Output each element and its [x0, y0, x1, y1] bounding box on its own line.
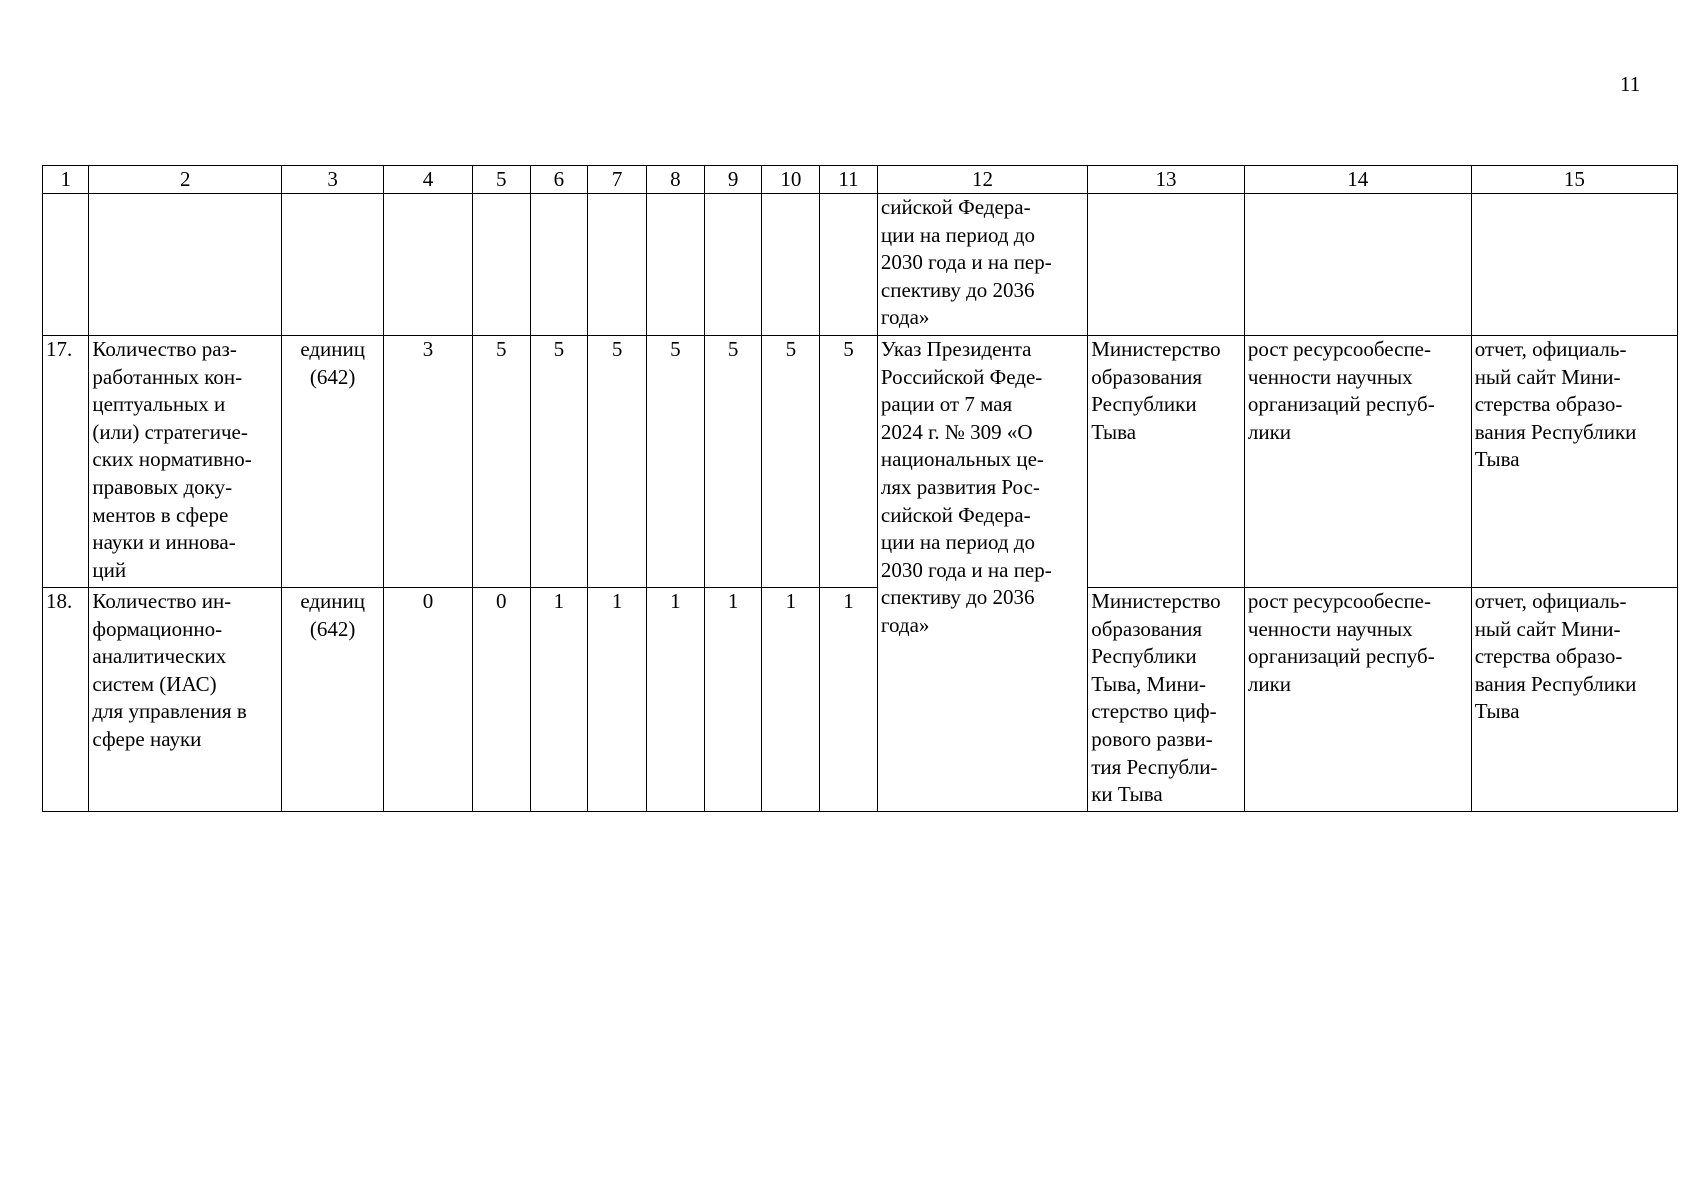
- text-line: рации от 7 мая: [880, 392, 1013, 417]
- text-line: ченности научных: [1247, 616, 1413, 641]
- text-line: стерство циф-: [1091, 699, 1217, 724]
- text-line: ции на период до: [880, 530, 1035, 555]
- text-line: (642): [309, 616, 356, 641]
- empty-cell: [1471, 194, 1677, 336]
- text-line: Тыва: [1091, 419, 1137, 444]
- empty-cell: [43, 194, 89, 336]
- empty-cell: [762, 194, 820, 336]
- header-cell: 7: [588, 166, 647, 194]
- text-line: Количество ин-: [92, 589, 232, 613]
- value-cell: 5: [588, 336, 647, 588]
- indicator-name: [89, 336, 282, 588]
- empty-cell: [704, 194, 762, 336]
- value-cell: 3: [384, 336, 473, 588]
- value-cell: 1: [704, 588, 762, 812]
- text-line: Республики: [1091, 392, 1197, 417]
- text-line: вания Республики: [1474, 419, 1637, 444]
- header-cell: 1: [43, 166, 89, 194]
- text-line: спективу до 2036: [880, 585, 1035, 610]
- source-cell: [1471, 336, 1677, 588]
- result-cell: [1244, 588, 1471, 812]
- text-line: ный сайт Мини-: [1474, 364, 1621, 389]
- value-cell: 5: [647, 336, 705, 588]
- header-cell: 2: [89, 166, 282, 194]
- text-line: для управления в: [92, 699, 247, 724]
- table-row-17: [43, 336, 1678, 588]
- header-cell: 5: [472, 166, 530, 194]
- value-cell: 5: [704, 336, 762, 588]
- empty-cell: [282, 194, 384, 336]
- header-cell: 8: [647, 166, 705, 194]
- text-line: единиц: [300, 589, 365, 613]
- continuation-row: [43, 194, 1678, 336]
- text-line: Тыва: [1474, 447, 1520, 472]
- text-line: лики: [1247, 671, 1292, 696]
- value-cell: 1: [647, 588, 705, 812]
- unit-cell: [282, 588, 384, 812]
- source-cell: [1471, 588, 1677, 812]
- page-number: 11: [1620, 72, 1641, 96]
- text-line: лях развития Рос-: [880, 474, 1040, 499]
- text-line: ских нормативно-: [92, 447, 252, 472]
- value-cell: 5: [762, 336, 820, 588]
- value-cell: 5: [530, 336, 588, 588]
- empty-cell: [384, 194, 473, 336]
- text-line: национальных це-: [880, 447, 1044, 472]
- value-cell: 0: [384, 588, 473, 812]
- basis-document: [877, 336, 1087, 812]
- header-cell: 6: [530, 166, 588, 194]
- value-cell: 1: [820, 588, 878, 812]
- text-line: рост ресурсообеспе-: [1247, 337, 1431, 361]
- text-line: сфере науки: [92, 726, 202, 751]
- text-line: ченности научных: [1247, 364, 1413, 389]
- empty-cell: [472, 194, 530, 336]
- text-line: Тыва, Мини-: [1091, 671, 1206, 696]
- text-line: образования: [1091, 616, 1202, 641]
- header-cell: 11: [820, 166, 878, 194]
- empty-cell: [1244, 194, 1471, 336]
- text-line: науки и иннова-: [92, 530, 236, 555]
- empty-cell: [1088, 194, 1245, 336]
- header-cell: 13: [1088, 166, 1245, 194]
- header-row: [43, 166, 1678, 194]
- text-line: ный сайт Мини-: [1474, 616, 1621, 641]
- text-line: рового разви-: [1091, 726, 1213, 751]
- text-line: образования: [1091, 364, 1202, 389]
- value-cell: 5: [472, 336, 530, 588]
- text-line: организаций респуб-: [1247, 644, 1435, 669]
- value-cell: 5: [820, 336, 878, 588]
- text-line: Министерство: [1091, 589, 1221, 613]
- text-line: сийской Федера-: [880, 502, 1031, 527]
- text-line: систем (ИАС): [92, 671, 217, 696]
- text-line: Указ Президента: [880, 337, 1032, 361]
- text-line: тия Республи-: [1091, 754, 1218, 779]
- value-cell: 1: [530, 588, 588, 812]
- text-line: рост ресурсообеспе-: [1247, 589, 1431, 613]
- value-cell: 0: [472, 588, 530, 812]
- text-line: (или) стратегиче-: [92, 419, 248, 444]
- text-line: цептуальных и: [92, 392, 226, 417]
- table-row-18: [43, 588, 1678, 812]
- indicator-name: [89, 588, 282, 812]
- header-cell: 4: [384, 166, 473, 194]
- text-line: отчет, официаль-: [1474, 337, 1627, 361]
- text-line: Тыва: [1474, 699, 1520, 724]
- text-line: (642): [309, 364, 356, 389]
- header-cell: 10: [762, 166, 820, 194]
- text-line: лики: [1247, 419, 1292, 444]
- value-cell: 1: [588, 588, 647, 812]
- result-cell: [1244, 336, 1471, 588]
- empty-cell: [820, 194, 878, 336]
- header-cell: 15: [1471, 166, 1677, 194]
- row-number: 17.: [43, 336, 89, 588]
- unit-cell: [282, 336, 384, 588]
- text-line: Республики: [1091, 644, 1197, 669]
- basis-document-continuation: [877, 194, 1087, 336]
- text-line: ментов в сфере: [92, 502, 229, 527]
- empty-cell: [588, 194, 647, 336]
- value-cell: 1: [762, 588, 820, 812]
- text-line: работанных кон-: [92, 364, 243, 389]
- text-line: спективу до 2036: [880, 277, 1035, 302]
- text-line: Количество раз-: [92, 337, 237, 361]
- indicators-table: [42, 165, 1678, 812]
- text-line: организаций респуб-: [1247, 392, 1435, 417]
- header-cell: 12: [877, 166, 1087, 194]
- text-line: 2030 года и на пер-: [880, 250, 1052, 275]
- responsible-cell: [1088, 588, 1245, 812]
- header-cell: 9: [704, 166, 762, 194]
- text-line: стерства образо-: [1474, 392, 1623, 417]
- text-line: стерства образо-: [1474, 644, 1623, 669]
- header-cell: 3: [282, 166, 384, 194]
- text-line: 2030 года и на пер-: [880, 557, 1052, 582]
- text-line: Министерство: [1091, 337, 1221, 361]
- text-line: сийской Федера-: [880, 195, 1031, 219]
- text-line: аналитических: [92, 644, 227, 669]
- text-line: формационно-: [92, 616, 223, 641]
- header-cell: 14: [1244, 166, 1471, 194]
- text-line: ций: [92, 557, 127, 582]
- text-line: отчет, официаль-: [1474, 589, 1627, 613]
- row-number: 18.: [43, 588, 89, 812]
- text-line: правовых доку-: [92, 474, 233, 499]
- text-line: 2024 г. № 309 «О: [880, 419, 1033, 444]
- text-line: года»: [880, 305, 930, 330]
- text-line: ции на период до: [880, 222, 1035, 247]
- responsible-cell: [1088, 336, 1245, 588]
- empty-cell: [647, 194, 705, 336]
- empty-cell: [530, 194, 588, 336]
- text-line: ки Тыва: [1091, 782, 1163, 807]
- text-line: года»: [880, 612, 930, 637]
- text-line: вания Республики: [1474, 671, 1637, 696]
- text-line: единиц: [300, 337, 365, 361]
- empty-cell: [89, 194, 282, 336]
- text-line: Российской Феде-: [880, 364, 1043, 389]
